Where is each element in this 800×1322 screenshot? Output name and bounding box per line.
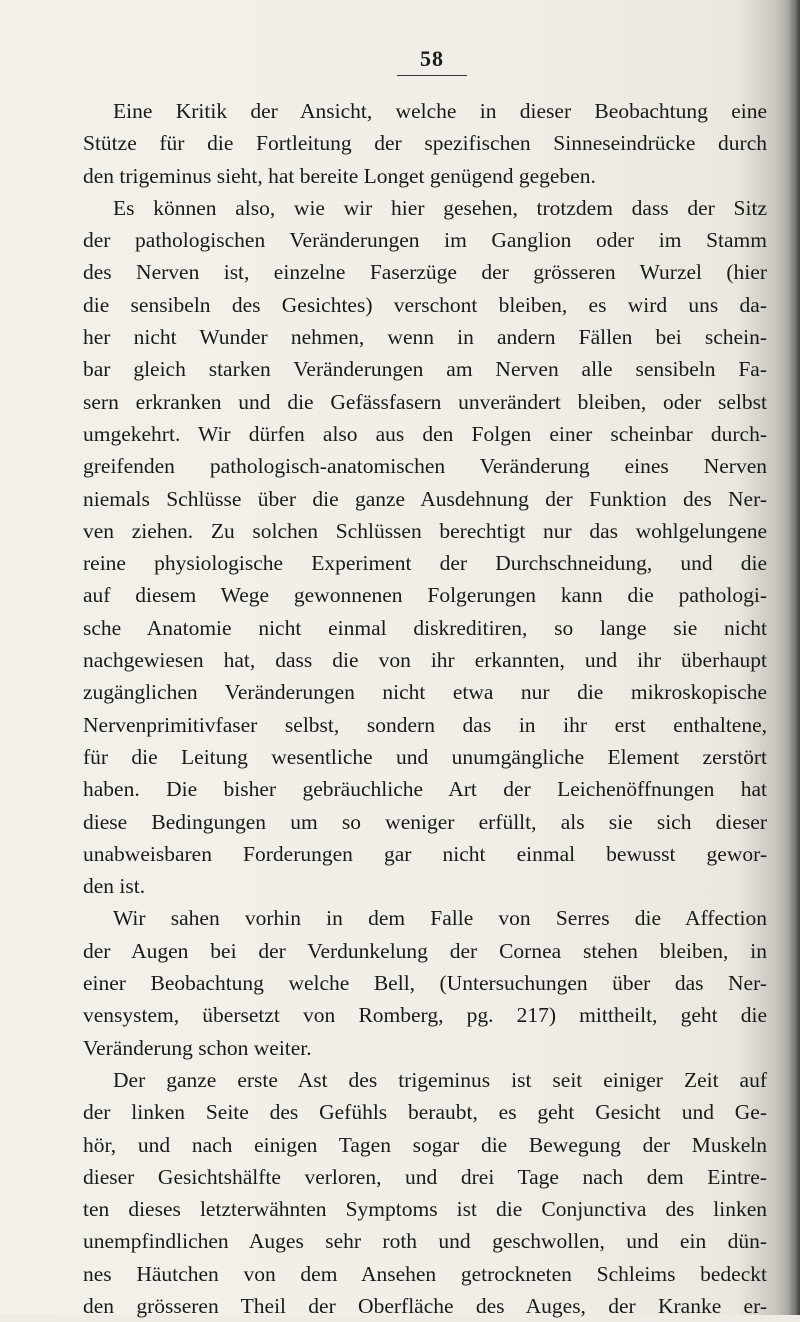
text-line: unempfindlichen Auges sehr roth und geschwollen, und ein dün- [83,1229,767,1254]
text-line: Nervenprimitivfaser selbst, sondern das in ihr erst enthaltene, [83,712,767,737]
text-line: umgekehrt. Wir dürfen also aus den Folgen einer scheinbar durch- [83,421,767,446]
text-line: Veränderung schon weiter. [83,1035,312,1060]
text-line: sern erkranken und die Gefässfasern unverändert bleiben, oder selbst [83,389,767,414]
text-line: haben. Die bisher gebräuchliche Art der Leichenöffnungen hat [83,777,767,802]
text-line: der pathologischen Veränderungen im Ganglion oder im Stamm [83,228,767,253]
text-line: einer Beobachtung welche Bell, (Untersuchungen über das Ner- [83,971,767,996]
text-line: zugänglichen Veränderungen nicht etwa nur die mikroskopische [83,680,767,705]
text-line: Der ganze erste Ast des trigeminus ist seit einiger Zeit auf [113,1067,767,1092]
text-line: auf diesem Wege gewonnenen Folgerungen kann die pathologi- [83,583,767,608]
text-line: der Augen bei der Verdunkelung der Cornea stehen bleiben, in [83,938,767,963]
text-line: niemals Schlüsse über die ganze Ausdehnung der Funktion des Ner- [83,486,767,511]
text-line: nachgewiesen hat, dass die von ihr erkannten, und ihr überhaupt [83,648,767,673]
text-line: für die Leitung wesentliche und unumgängliche Element zerstört [83,744,767,769]
text-line: der linken Seite des Gefühls beraubt, es geht Gesicht und Ge- [83,1100,767,1125]
page-edge-shadow [788,0,800,1315]
text-line: vensystem, übersetzt von Romberg, pg. 217) mittheilt, geht die [83,1003,767,1028]
text-line: Eine Kritik der Ansicht, welche in dieser Beobachtung eine [113,99,767,123]
text-line: her nicht Wunder nehmen, wenn in andern Fällen bei schein- [83,325,767,350]
text-line: bar gleich starken Veränderungen am Nerven alle sensibeln Fa- [83,357,767,382]
text-line: die sensibeln des Gesichtes) verschont bleiben, es wird uns da- [83,292,767,317]
text-line: den ist. [83,874,146,899]
text-line: unabweisbaren Forderungen gar nicht einmal bewusst gewor- [83,841,767,866]
text-line: des Nerven ist, einzelne Faserzüge der grösseren Wurzel (hier [83,260,767,285]
header-rule [397,75,467,76]
page-number: 58 [420,46,444,71]
text-line: Es können also, wie wir hier gesehen, trotzdem dass der Sitz [113,195,767,220]
text-line: Wir sahen vorhin in dem Falle von Serres die Affection [113,906,767,931]
text-line: sche Anatomie nicht einmal diskreditiren, so lange sie nicht [83,615,767,640]
text-line: greifenden pathologisch-anatomischen Veränderung eines Nerven [83,454,767,479]
text-line: dieser Gesichtshälfte verloren, und drei Tage nach dem Eintre- [83,1164,767,1189]
text-line: ten dieses letzterwähnten Symptoms ist die Conjunctiva des linken [83,1197,767,1222]
page-header [0,46,800,76]
text-line: Stütze für die Fortleitung der spezifischen Sinneseindrücke durch [83,131,767,156]
body-text [83,95,767,1322]
text-line: nes Häutchen von dem Ansehen getrockneten Schleims bedeckt [83,1261,767,1286]
text-line: den grösseren Theil der Oberfläche des Auges, der Kranke er- [83,1293,767,1318]
text-line: diese Bedingungen um so weniger erfüllt, als sie sich dieser [83,809,767,834]
text-line: ven ziehen. Zu solchen Schlüssen berechtigt nur das wohlgelungene [83,518,767,543]
text-line: den trigeminus sieht, hat bereite Longet genügend gegeben. [83,163,596,188]
text-line: reine physiologische Experiment der Durchschneidung, und die [83,551,767,576]
text-line: hör, und nach einigen Tagen sogar die Bewegung der Muskeln [83,1132,767,1157]
